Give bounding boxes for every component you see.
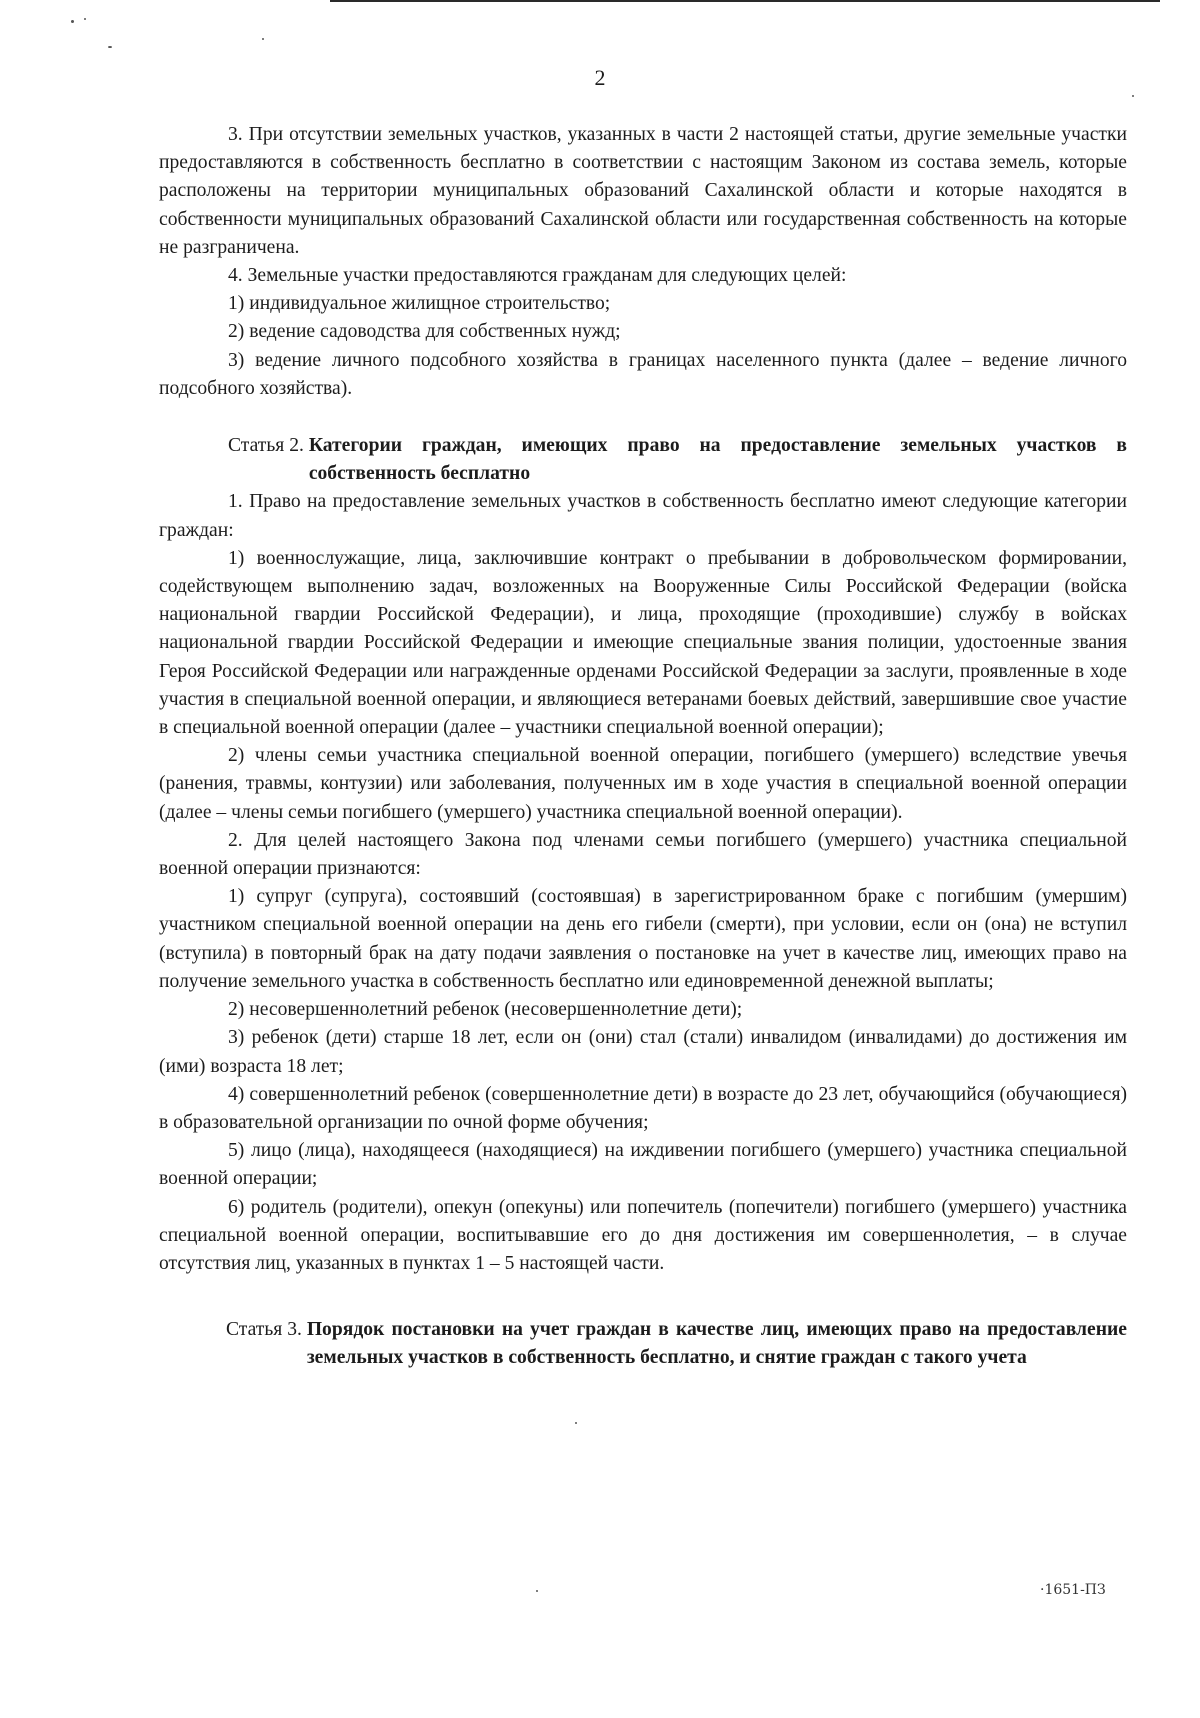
article-title: Категории граждан, имеющих право на предоставление земельных участков в собственность бесплатно — [308, 435, 1127, 485]
list-item: 2) ведение садоводства для собственных нужд; — [228, 321, 621, 343]
paragraph: 4. Земельные участки предоставляются гражданам для следующих целей: — [228, 265, 847, 287]
scan-speck — [1132, 95, 1134, 97]
document-body — [159, 121, 1127, 1373]
document-code: ·1651-ПЗ — [1040, 1582, 1106, 1598]
article-title: Порядок постановки на учет граждан в качестве лиц, имеющих право на предоставление земельных участков в собственность бесплатно, и снятие граждан с такого учета — [306, 1319, 1127, 1369]
page-number: 2 — [594, 65, 606, 90]
article-label: Статья 2. — [228, 435, 309, 457]
list-item: 5) лицо (лица), находящееся (находящиеся) на иждивении погибшего (умершего) участника специальной военной операции; — [159, 1140, 1127, 1190]
list-item: 1) военнослужащие, лица, заключившие контракт о пребывании в добровольческом формировании, содействующем выполнению задач, возложенных на Вооруженные Силы Российской Федерации (войска национальной гвардии Российской Федерации), и лица, проходящие (проходившие) службу в войсках национальной гвардии Российской Федерации и имеющие специальные звания полиции, удостоенные звания Героя Российской Федерации или награжденные орденами Российской Федерации за заслуги, проявленные в ходе участия в специальной военной операции, и являющиеся ветеранами боевых действий, завершившие свое участие в специальной военной операции (далее – участники специальной военной операции); — [159, 547, 1127, 739]
list-item: 2) члены семьи участника специальной военной операции, погибшего (умершего) вследствие увечья (ранения, травмы, контузии) или заболевания, полученных им в ходе участия в специальной военной операции (далее – члены семьи погибшего (умершего) участника специальной военной операции). — [159, 745, 1127, 823]
scan-speck — [262, 38, 264, 40]
paragraph: 3. При отсутствии земельных участков, указанных в части 2 настоящей статьи, другие земельные участки предоставляются в собственность бесплатно в соответствии с настоящим Законом из состава земель, которые расположены на территории муниципальных образований Сахалинской области и которые находятся в собственности муниципальных образований Сахалинской области или государственная собственность на которые не разграничена. — [159, 124, 1127, 258]
list-item: 2) несовершеннолетний ребенок (несовершеннолетние дети); — [228, 999, 743, 1021]
article-2-heading — [159, 432, 1127, 488]
scan-speck — [84, 18, 86, 20]
list-item: 1) супруг (супруга), состоявший (состоявшая) в зарегистрированном браке с погибшим (умершим) участником специальной военной операции на день его гибели (смерти), при условии, если он (она) не вступил (вступила) в повторный брак на дату подачи заявления о постановке на учет в качестве лиц, имеющих право на получение земельного участка в собственность бесплатно или единовременной денежной выплаты; — [159, 886, 1127, 992]
scan-speck — [108, 46, 112, 48]
article-label: Статья 3. — [226, 1319, 307, 1341]
list-item: 1) индивидуальное жилищное строительство; — [228, 293, 611, 315]
list-item: 6) родитель (родители), опекун (опекуны) или попечитель (попечители) погибшего (умершего) участника специальной военной операции, воспитывавшие его до дня достижения им совершеннолетия, – в случае отсутствия лиц, указанных в пунктах 1 – 5 настоящей части. — [159, 1196, 1127, 1274]
article-3-heading — [159, 1316, 1127, 1372]
list-item: 3) ведение личного подсобного хозяйства в границах населенного пункта (далее – ведение личного подсобного хозяйства). — [159, 349, 1127, 399]
scan-speck — [71, 20, 74, 23]
list-item: 3) ребенок (дети) старше 18 лет, если он (они) стал (стали) инвалидом (инвалидами) до достижения им (ими) возраста 18 лет; — [159, 1027, 1127, 1077]
paragraph: 2. Для целей настоящего Закона под членами семьи погибшего (умершего) участника специальной военной операции признаются: — [159, 829, 1127, 880]
scan-speck — [536, 1590, 538, 1592]
paragraph: 1. Право на предоставление земельных участков в собственность бесплатно имеют следующие категории граждан: — [159, 491, 1127, 541]
list-item: 4) совершеннолетний ребенок (совершеннолетние дети) в возрасте до 23 лет, обучающийся (обучающиеся) в образовательной организации по очной форме обучения; — [159, 1083, 1127, 1133]
scan-speck — [575, 1422, 577, 1424]
scan-top-border — [330, 0, 1160, 2]
